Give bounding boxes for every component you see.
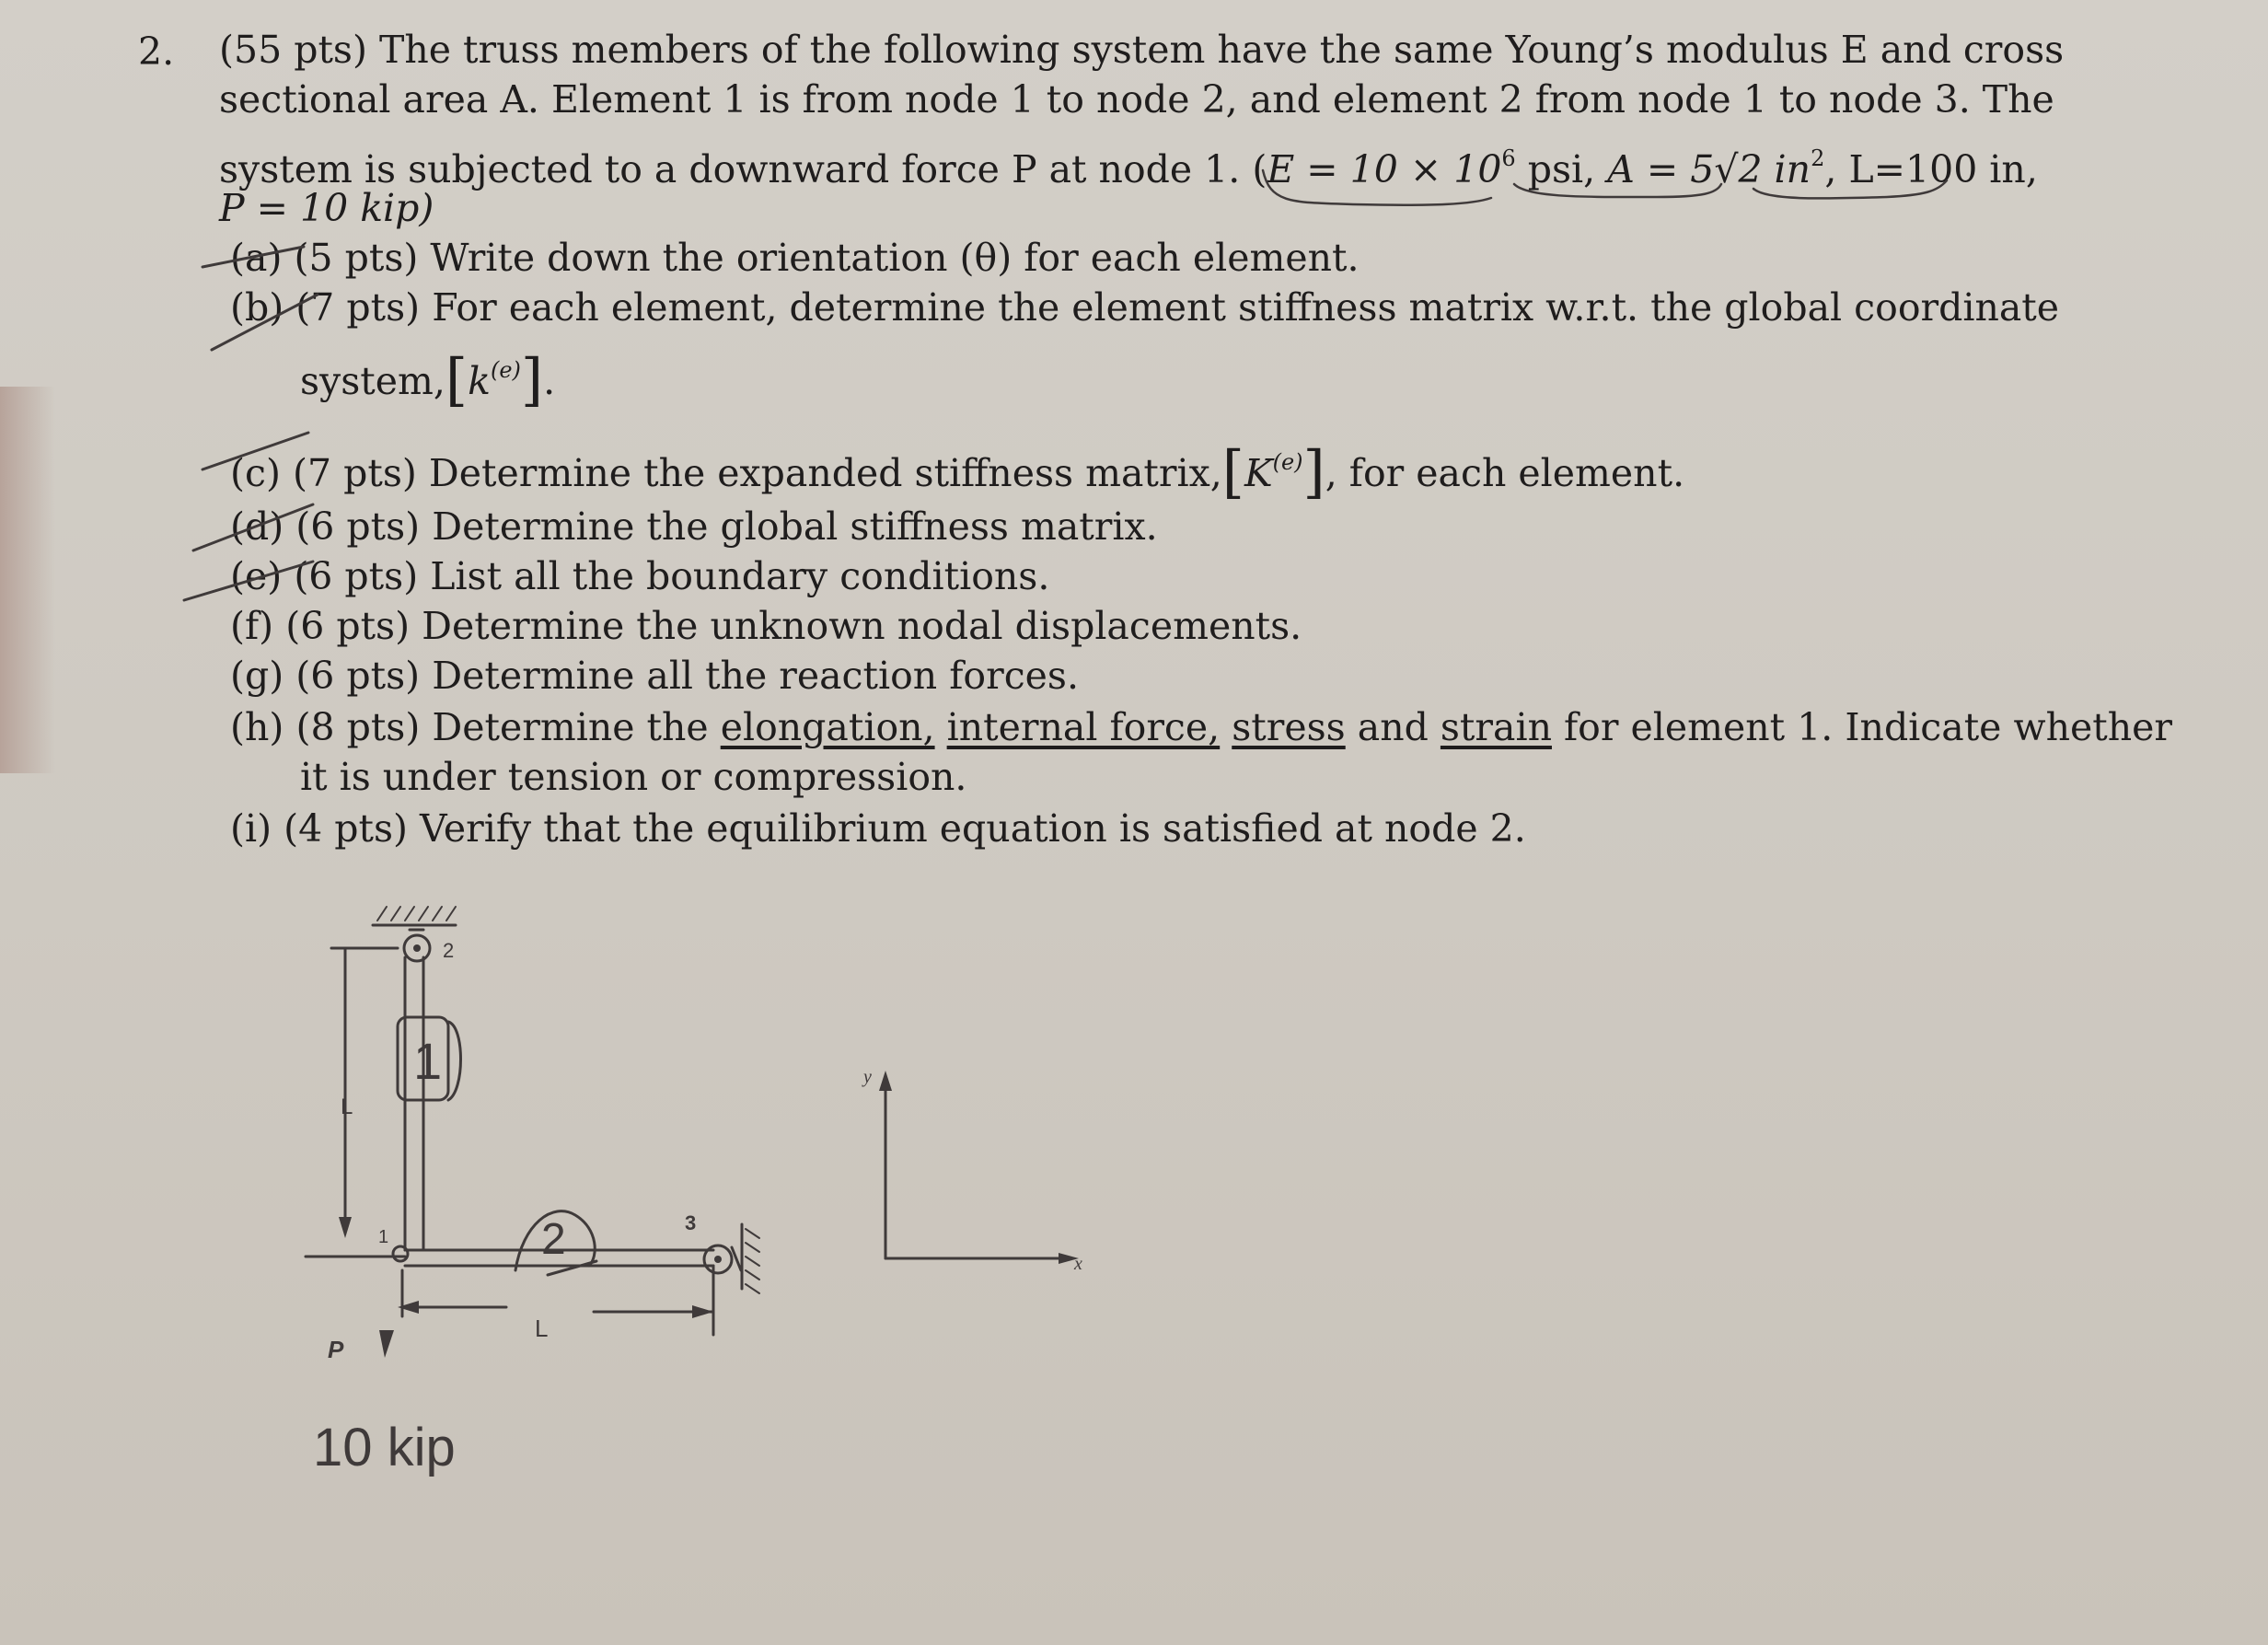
check-d — [193, 504, 313, 550]
part-b-label: (b) — [230, 285, 284, 330]
given-A: A = 5√2 in — [1607, 147, 1811, 191]
underline-internal-force: internal force, — [946, 705, 1221, 749]
k-superscript: (e) — [490, 357, 521, 383]
part-e-text: (6 pts) List all the boundary conditions. — [294, 554, 1050, 598]
check-e — [184, 562, 313, 600]
bracket-right-c: ] — [1302, 438, 1325, 505]
intro-line-1: (55 pts) The truss members of the following system have the same Young’s modulus E and cross — [219, 28, 2065, 72]
given-L: , L=100 in, — [1824, 147, 2038, 191]
node-2-label: 2 — [443, 939, 455, 962]
wall-hatch-right — [746, 1229, 759, 1293]
part-h-line-2: it is under tension or compression. — [300, 755, 967, 799]
part-c-label: (c) — [230, 451, 281, 495]
part-b-text-2: system, — [300, 359, 446, 403]
part-d-text: (6 pts) Determine the global stiffness matrix. — [295, 504, 1158, 549]
given-A-exp: 2 — [1811, 145, 1825, 171]
part-i-label: (i) — [230, 806, 272, 851]
part-h-mid: and — [1345, 705, 1441, 749]
check-a — [202, 247, 304, 267]
part-h-post: for element 1. Indicate whether — [1551, 705, 2172, 749]
K-symbol: K — [1244, 451, 1273, 495]
intro-line-3-text: system is subjected to a downward force P at node 1. ( — [219, 147, 1267, 191]
k-symbol: k — [468, 359, 491, 403]
node-3-label: 3 — [685, 1211, 697, 1234]
given-E: E = 10 × 10 — [1267, 147, 1502, 191]
part-a-label: (a) — [230, 236, 283, 280]
force-note: 10 kip — [313, 1418, 456, 1477]
underline-stress: stress — [1232, 705, 1346, 749]
given-E-unit: psi, — [1515, 147, 1608, 191]
y-axis-label: y — [863, 1067, 872, 1087]
underline-elongation: elongation, — [720, 705, 935, 749]
problem-number: 2. — [138, 29, 175, 74]
force-arrow-icon — [379, 1330, 394, 1358]
part-h-label: (h) — [230, 705, 284, 749]
brace-E — [1263, 170, 1491, 205]
node-1-icon — [393, 1246, 408, 1261]
underline-strain: strain — [1440, 705, 1552, 749]
part-b-text: (7 pts) For each element, determine the element stiffness matrix w.r.t. the global coordinate — [295, 285, 2060, 330]
intro-line-2: sectional area A. Element 1 is from node 1 to node 2, and element 2 from node 1 to node 3. The — [219, 77, 2054, 122]
bracket-left-c: [ — [1221, 438, 1244, 505]
part-f-label: (f) — [230, 604, 274, 648]
node-2-dot-icon — [413, 944, 421, 952]
dim-vertical-arrow-icon — [339, 1217, 352, 1238]
part-g-label: (g) — [230, 654, 284, 698]
part-e-label: (e) — [230, 554, 283, 598]
part-g-text: (6 pts) Determine all the reaction forces. — [295, 654, 1079, 698]
force-label: P — [328, 1336, 344, 1363]
part-f-text: (6 pts) Determine the unknown nodal displacements. — [285, 604, 1302, 648]
K-superscript: (e) — [1272, 449, 1303, 475]
x-axis-label: x — [1074, 1254, 1082, 1274]
node-1-label: 1 — [378, 1227, 389, 1247]
given-E-exp: 6 — [1501, 145, 1516, 171]
part-h-pre: (8 pts) Determine the — [295, 705, 721, 749]
part-b-line-2: $system,[k^{(e)}]$. — [300, 346, 556, 413]
part-c-text: (7 pts) Determine the expanded stiffness matrix, — [293, 451, 1222, 495]
brace-L — [1753, 180, 1947, 198]
brace-A — [1514, 184, 1721, 197]
check-b — [212, 295, 318, 350]
part-i-text: (4 pts) Verify that the equilibrium equation is satisfied at node 2. — [284, 806, 1526, 851]
part-a-text: (5 pts) Write down the orientation (θ) for each element. — [294, 236, 1360, 280]
y-axis-arrow-icon — [879, 1071, 892, 1091]
dim-vertical-label: L — [341, 1095, 353, 1119]
element-1-label: 1 — [413, 1032, 443, 1090]
ground-hatch-top — [377, 907, 456, 921]
part-d-label: (d) — [230, 504, 284, 549]
part-c-tail: , for each element. — [1325, 451, 1685, 495]
check-c — [202, 433, 308, 469]
element-2-label: 2 — [541, 1215, 566, 1264]
intro-line-4: P = 10 kip) — [219, 186, 434, 230]
bracket-right: ] — [520, 346, 544, 413]
dim-horizontal-label: L — [535, 1315, 549, 1342]
bracket-left: [ — [445, 346, 469, 413]
